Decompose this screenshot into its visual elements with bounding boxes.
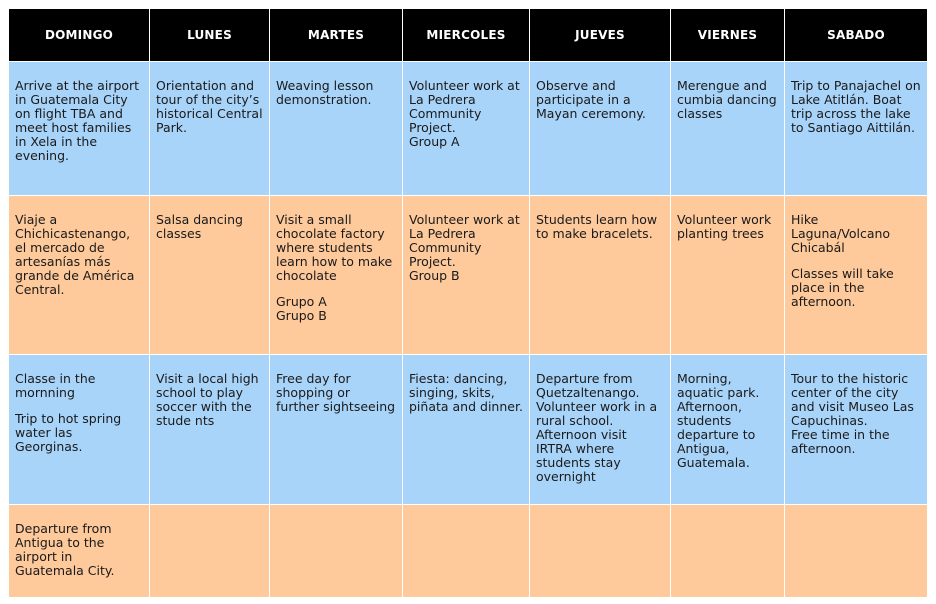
cell-viernes — [671, 355, 785, 505]
schedule-table — [8, 8, 928, 598]
cell-text: Volunteer work at La Pedrera Community Project. Group B — [409, 212, 520, 283]
week-row-4 — [9, 505, 928, 598]
cell-lunes — [150, 62, 270, 196]
cell-text: Viaje a Chichicastenango, el mercado de artesanías más grande de América Central. — [15, 212, 135, 297]
cell-text: Volunteer work planting trees — [677, 212, 772, 241]
cell-domingo — [9, 355, 150, 505]
cell-miercoles — [403, 355, 530, 505]
header-lunes: LUNES — [150, 9, 270, 62]
cell-text: Merengue and cumbia dancing classes — [677, 78, 777, 121]
cell-lunes — [150, 355, 270, 505]
cell-text: Classe in the mornning — [15, 371, 96, 400]
cell-viernes — [671, 196, 785, 355]
cell-text: Visit a local high school to play soccer with the stude nts — [156, 371, 259, 428]
cell-text: Departure from Antigua to the airport in Guatemala City. — [15, 521, 115, 578]
header-row — [9, 9, 928, 62]
cell-miercoles — [403, 196, 530, 355]
cell-lunes — [150, 505, 270, 598]
cell-text: Arrive at the airport in Guatemala City on flight TBA and meet host families in Xela in the evening. — [15, 78, 140, 163]
header-domingo: DOMINGO — [9, 9, 150, 62]
cell-text: Volunteer work at La Pedrera Community Project. Group A — [409, 78, 520, 149]
week-row-2 — [9, 196, 928, 355]
cell-domingo — [9, 62, 150, 196]
cell-text: Observe and participate in a Mayan ceremony. — [536, 78, 646, 121]
header-viernes: VIERNES — [671, 9, 785, 62]
cell-text: Departure from Quetzaltenango. Volunteer work in a rural school. Afternoon visit IRTRA where students stay overnight — [536, 371, 658, 484]
cell-text: Fiesta: dancing, singing, skits, piñata and dinner. — [409, 371, 523, 414]
header-miercoles: MIERCOLES — [403, 9, 530, 62]
cell-sabado — [785, 355, 928, 505]
cell-text: Salsa dancing classes — [156, 212, 243, 241]
cell-text: Weaving lesson demonstration. — [276, 78, 374, 107]
cell-text: Hike Laguna/Volcano Chicabál — [791, 212, 891, 255]
cell-text: Grupo A Grupo B — [276, 294, 327, 323]
cell-text: Trip to Panajachel on Lake Atitlán. Boat trip across the lake to Santiago Aittilán. — [791, 78, 921, 135]
cell-text: Free day for shopping or further sightseeing — [276, 371, 396, 414]
header-martes: MARTES — [270, 9, 403, 62]
cell-sabado — [785, 196, 928, 355]
cell-martes — [270, 505, 403, 598]
cell-jueves — [530, 505, 671, 598]
cell-text: Tour to the historic center of the city and visit Museo Las Capuchinas. Free time in the afternoon. — [791, 371, 914, 456]
cell-domingo — [9, 505, 150, 598]
cell-jueves — [530, 62, 671, 196]
cell-miercoles — [403, 505, 530, 598]
cell-martes — [270, 355, 403, 505]
cell-lunes — [150, 196, 270, 355]
cell-miercoles — [403, 62, 530, 196]
cell-text: Students learn how to make bracelets. — [536, 212, 658, 241]
cell-text: Orientation and tour of the city’s historical Central Park. — [156, 78, 263, 135]
cell-martes — [270, 62, 403, 196]
header-sabado: SABADO — [785, 9, 928, 62]
header-jueves: JUEVES — [530, 9, 671, 62]
cell-text: Morning, aquatic park. Afternoon, students departure to Antigua, Guatemala. — [677, 371, 760, 470]
cell-jueves — [530, 355, 671, 505]
cell-text: Visit a small chocolate factory where students learn how to make chocolate — [276, 212, 393, 283]
week-row-3 — [9, 355, 928, 505]
cell-martes — [270, 196, 403, 355]
week-row-1 — [9, 62, 928, 196]
cell-text: Classes will take place in the afternoon. — [791, 266, 894, 309]
cell-domingo — [9, 196, 150, 355]
cell-sabado — [785, 62, 928, 196]
cell-text: Trip to hot spring water las Georginas. — [15, 411, 122, 454]
cell-viernes — [671, 62, 785, 196]
cell-jueves — [530, 196, 671, 355]
cell-sabado — [785, 505, 928, 598]
cell-viernes — [671, 505, 785, 598]
